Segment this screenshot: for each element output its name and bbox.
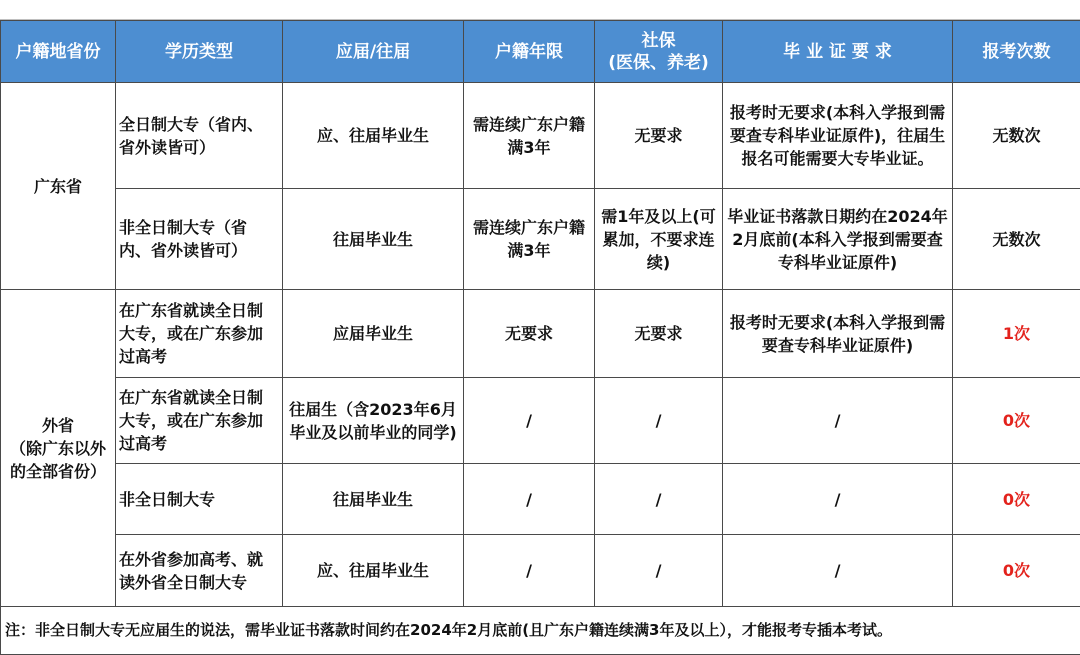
cell-edu: 非全日制大专 — [116, 464, 283, 535]
cell-times: 0次 — [953, 378, 1080, 464]
header-social — [595, 21, 723, 83]
header-province: 户籍地省份 — [1, 21, 116, 83]
group-other — [1, 290, 116, 607]
cell-years: 无要求 — [464, 290, 595, 378]
table-row — [1, 189, 1080, 290]
note-row — [1, 607, 1080, 655]
top-bar — [0, 0, 1080, 20]
cell-social: / — [595, 464, 723, 535]
cell-edu: 在广东省就读全日制大专，或在广东参加过高考 — [116, 290, 283, 378]
table-row — [1, 290, 1080, 378]
cell-times: 1次 — [953, 290, 1080, 378]
cell-years: / — [464, 378, 595, 464]
header-cert: 毕 业 证 要 求 — [723, 21, 953, 83]
cell-social: 需1年及以上(可累加，不要求连续) — [595, 189, 723, 290]
group-other-sublabel: （除广东以外的全部省份） — [9, 438, 106, 481]
cell-times: 无数次 — [953, 189, 1080, 290]
requirements-table — [0, 20, 1080, 655]
header-social-sublabel: (医保、养老) — [608, 52, 709, 73]
table-row — [1, 83, 1080, 189]
table-row — [1, 378, 1080, 464]
cell-edu: 在外省参加高考、就读外省全日制大专 — [116, 535, 283, 607]
cell-cert: / — [723, 535, 953, 607]
cell-times: 无数次 — [953, 83, 1080, 189]
cell-times: 0次 — [953, 535, 1080, 607]
cell-cert: / — [723, 464, 953, 535]
cell-grad: 往届毕业生 — [283, 189, 464, 290]
footnote: 注：非全日制大专无应届生的说法，需毕业证书落款时间约在2024年2月底前(且广东户籍连续满3年及以上），才能报考专插本考试。 — [1, 607, 1080, 655]
header-grad: 应届/往届 — [283, 21, 464, 83]
cell-social: 无要求 — [595, 83, 723, 189]
cell-grad: 往届生（含2023年6月毕业及以前毕业的同学) — [283, 378, 464, 464]
cell-cert: / — [723, 378, 953, 464]
cell-cert: 报考时无要求(本科入学报到需要查专科毕业证原件)，往届生报名可能需要大专毕业证。 — [723, 83, 953, 189]
cell-grad: 应、往届毕业生 — [283, 535, 464, 607]
cell-edu: 全日制大专（省内、省外读皆可） — [116, 83, 283, 189]
cell-years: / — [464, 464, 595, 535]
header-edu: 学历类型 — [116, 21, 283, 83]
cell-edu: 在广东省就读全日制大专，或在广东参加过高考 — [116, 378, 283, 464]
header-years: 户籍年限 — [464, 21, 595, 83]
cell-social: 无要求 — [595, 290, 723, 378]
header-row — [1, 21, 1080, 83]
cell-years: 需连续广东户籍满3年 — [464, 83, 595, 189]
cell-years: 需连续广东户籍满3年 — [464, 189, 595, 290]
header-social-label: 社保 — [641, 30, 676, 51]
group-guangdong: 广东省 — [1, 83, 116, 290]
table-row — [1, 535, 1080, 607]
cell-social: / — [595, 535, 723, 607]
table-row — [1, 464, 1080, 535]
cell-cert: 报考时无要求(本科入学报到需要查专科毕业证原件) — [723, 290, 953, 378]
header-times: 报考次数 — [953, 21, 1080, 83]
cell-social: / — [595, 378, 723, 464]
cell-cert: 毕业证书落款日期约在2024年2月底前(本科入学报到需要查专科毕业证原件) — [723, 189, 953, 290]
cell-times: 0次 — [953, 464, 1080, 535]
cell-years: / — [464, 535, 595, 607]
cell-grad: 应、往届毕业生 — [283, 83, 464, 189]
cell-edu: 非全日制大专（省内、省外读皆可） — [116, 189, 283, 290]
group-other-label: 外省 — [41, 415, 74, 435]
cell-grad: 往届毕业生 — [283, 464, 464, 535]
cell-grad: 应届毕业生 — [283, 290, 464, 378]
